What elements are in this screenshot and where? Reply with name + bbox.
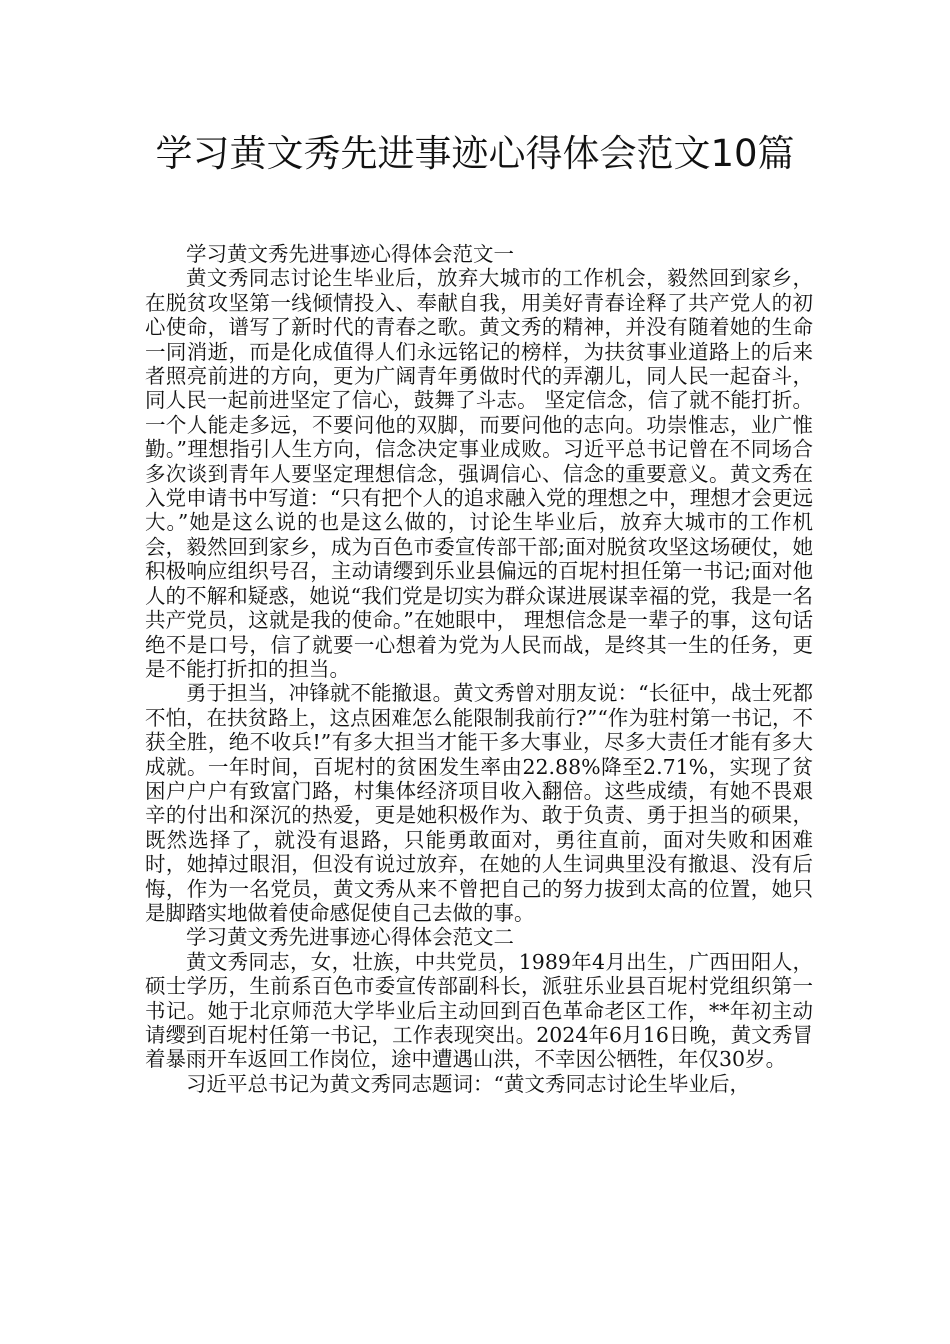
body-paragraph: 勇于担当，冲锋就不能撤退。黄文秀曾对朋友说：“长征中，战士死都不怕，在扶贫路上，这点困难怎么能限制我前行?”“作为驻村第一书记，不获全胜，绝不收兵!”有多大担当才能干多大事业，尽多大责任才能有多大成就。一年时间，百坭村的贫困发生率由22.88%降至2.71%，实现了贫困户户户有致富门路，村集体经济项目收入翻倍。这些成绩，有她不畏艰辛的付出和深沉的热爱，更是她积极作为、敢于负责、勇于担当的硕果，既然选择了，就没有退路，只能勇敢面对，勇往直前，面对失败和困难时，她掉过眼泪，但没有说过放弃，在她的人生词典里没有撤退、没有后悔，作为一名党员，黄文秀从来不曾把自己的努力拔到太高的位置，她只是脚踏实地做着使命感促使自己去做的事。 <box>145 681 813 925</box>
body-paragraph: 黄文秀同志讨论生毕业后，放弃大城市的工作机会，毅然回到家乡，在脱贫攻坚第一线倾情投入、奉献自我，用美好青春诠释了共产党人的初心使命，谱写了新时代的青春之歌。黄文秀的精神，并没有随着她的生命一同消逝，而是化成值得人们永远铭记的榜样，为扶贫事业道路上的后来者照亮前进的方向，更为广阔青年勇做时代的弄潮儿，同人民一起奋斗，同人民一起前进坚定了信心，鼓舞了斗志。 坚定信念，信了就不能打折。一个人能走多远，不要问他的双脚，而要问他的志向。功崇惟志，业广惟勤。”理想指引人生方向，信念决定事业成败。习近平总书记曾在不同场合多次谈到青年人要坚定理想信念，强调信心、信念的重要意义。黄文秀在入党申请书中写道：“只有把个人的追求融入党的理想之中，理想才会更远大。”她是这么说的也是这么做的，讨论生毕业后，放弃大城市的工作机会，毅然回到家乡，成为百色市委宣传部干部;面对脱贫攻坚这场硬仗，她积极响应组织号召，主动请缨到乐业县偏远的百坭村担任第一书记;面对他人的不解和疑惑，她说“我们党是切实为群众谋进展谋幸福的党，我是一名共产党员，这就是我的使命。”在她眼中， 理想信念是一辈子的事，这句话绝不是口号，信了就要一心想着为党为人民而战，是终其一生的任务，更是不能打折扣的担当。 <box>145 266 813 681</box>
section-heading: 学习黄文秀先进事迹心得体会范文一 <box>186 242 514 266</box>
document-body <box>145 242 813 1096</box>
document-title: 学习黄文秀先进事迹心得体会范文10篇 <box>155 132 795 175</box>
section-heading: 学习黄文秀先进事迹心得体会范文二 <box>186 925 514 950</box>
body-paragraph: 习近平总书记为黄文秀同志题词：“黄文秀同志讨论生毕业后， <box>186 1071 750 1096</box>
body-paragraph: 黄文秀同志，女，壮族，中共党员，1989年4月出生，广西田阳人，硕士学历，生前系百色市委宣传部副科长，派驻乐业县百坭村党组织第一书记。她于北京师范大学毕业后主动回到百色革命老区工作，**年初主动请缨到百坭村任第一书记，工作表现突出。2024年6月16日晚，黄文秀冒着暴雨开车返回工作岗位，途中遭遇山洪，不幸因公牺牲，年仅30岁。 <box>145 949 813 1072</box>
